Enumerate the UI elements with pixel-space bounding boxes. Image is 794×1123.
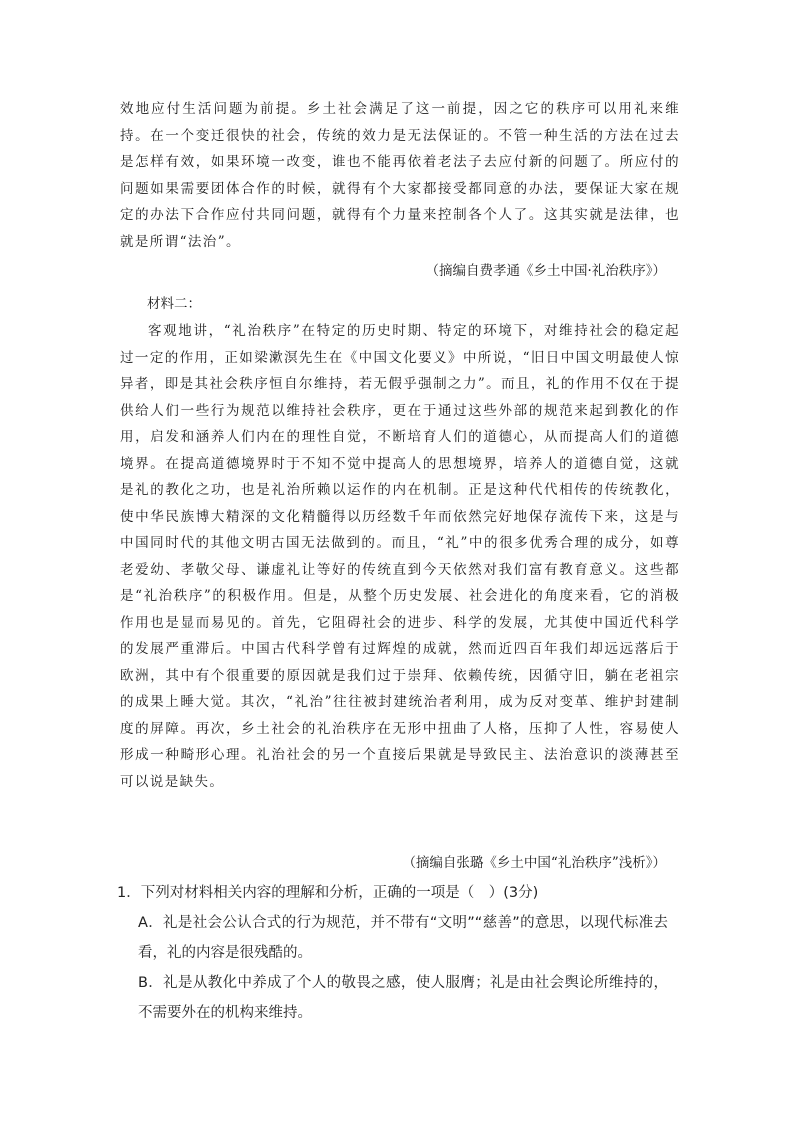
material2-label: 材料二： <box>147 296 201 312</box>
question-option-b[interactable]: B．礼是从教化中养成了个人的敬畏之感，使人服膺；礼是由社会舆论所维持的，不需要外在的机构来维持。 <box>138 975 668 1021</box>
material1-source: （摘编自费孝通《乡土中国·礼治秩序》） <box>425 263 666 279</box>
question-stem: 1．下列对材料相关内容的理解和分析，正确的一项是（ ）(3分) <box>117 885 539 901</box>
material1-text: 效地应付生活问题为前提。乡土社会满足了这一前提，因之它的秩序可以用礼来维持。在一个变迁很快的社会，传统的效力是无法保证的。不管一种生活的方法在过去是怎样有效，如果环境一改变，谁也不能再依着老法子去应付新的问题了。所应付的问题如果需要团体合作的时候，就得有个大家都接受都同意的办法，要保证大家在规定的办法下合作应付共同问题，就得有个力量来控制各个人了。这其实就是法律，也就是所谓“法治”。 <box>120 101 680 250</box>
material1-paragraph <box>120 96 680 255</box>
material2-source: （摘编自张璐《乡土中国“礼治秩序”浅析》） <box>402 855 666 871</box>
material2-text: 客观地讲，“礼治秩序”在特定的历史时期、特定的环境下，对维持社会的稳定起过一定的作用，正如梁漱溟先生在《中国文化要义》中所说，“旧日中国文明最使人惊异者，即是其社会秩序恒自尔维持，若无假乎强制之力”。而且，礼的作用不仅在于提供给人们一些行为规范以维持社会秩序，更在于通过这些外部的规范来起到教化的作用，启发和涵养人们内在的理性自觉，不断培育人们的道德心，从而提高人们的道德境界。在提高道德境界时于不知不觉中提高人的思想境界，培养人的道德自觉，这就是礼的教化之功，也是礼治所赖以运作的内在机制。正是这种代代相传的传统教化，使中华民族博大精深的文化精髓得以历经数千年而依然完好地保存流传下来，这是与中国同时代的其他文明古国无法做到的。而且，“礼”中的很多优秀合理的成分，如尊老爱幼、孝敬父母、谦虚礼让等好的传统直到今天依然对我们富有教育意义。这些都是“礼治秩序”的积极作用。但是，从整个历史发展、社会进化的角度来看，它的消极作用也是显而易见的。首先，它阻碍社会的进步、科学的发展，尤其使中国近代科学的发展严重滞后。中国古代科学曾有过辉煌的成就，然而近四百年我们却远远落后于欧洲，其中有个很重要的原因就是我们过于崇拜、依赖传统，因循守旧，躺在老祖宗的成果上睡大觉。其次，“礼治”往往被封建统治者利用，成为反对变革、维护封建制度的屏障。再次，乡土社会的礼治秩序在无形中扭曲了人格，压抑了人性，容易使人形成一种畸形心理。礼治社会的另一个直接后果就是导致民主、法治意识的淡薄甚至可以说是缺失。 <box>120 323 680 790</box>
material2-paragraph <box>120 318 680 795</box>
question-option-a[interactable]: A．礼是社会公认合式的行为规范，并不带有“文明”“慈善”的意思，以现代标准去看，礼的内容是很残酷的。 <box>138 915 668 961</box>
